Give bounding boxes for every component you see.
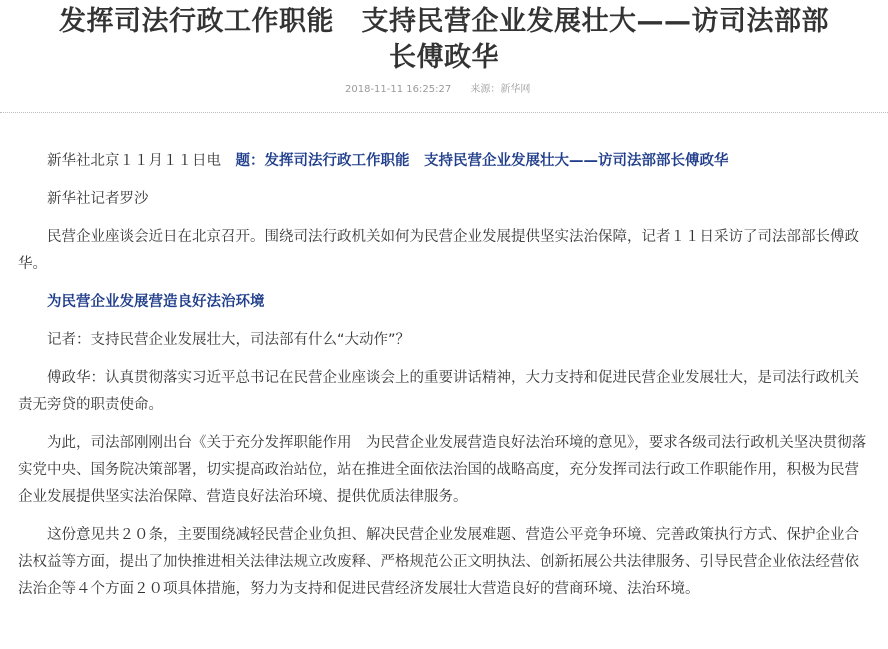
article-meta [345,80,530,95]
body-paragraph-3: 为此，司法部刚刚出台《关于充分发挥职能作用 为民营企业发展营造良好法治环境的意见》，要求各级司法行政机关坚决贯彻落实党中央、国务院决策部署，切实提高政治站位，站在推进全面依法治国的战略高度，充分发挥司法行政工作职能作用，积极为民营企业发展提供坚实法治保障、营造良好法治环境、提供优质法律服务。 [18,435,867,505]
article-body [18,148,870,614]
question-paragraph: 记者：支持民营企业发展壮大，司法部有什么“大动作”？ [47,332,411,348]
dateline-paragraph [18,148,870,175]
answer-paragraph: 傅政华：认真贯彻落实习近平总书记在民营企业座谈会上的重要讲话精神，大力支持和促进民营企业发展壮大，是司法行政机关责无旁贷的职责使命。 [18,370,859,413]
dateline: 新华社北京１１月１１日电 [47,153,221,169]
header-divider [0,112,888,113]
lead-title: 题：发挥司法行政工作职能 支持民营企业发展壮大——访司法部部长傅政华 [235,153,729,169]
reporter-line: 新华社记者罗沙 [47,191,149,207]
intro-paragraph: 民营企业座谈会近日在北京召开。围绕司法行政机关如何为民营企业发展提供坚实法治保障，记者１１日采访了司法部部长傅政华。 [18,229,859,272]
article-title-line1: 发挥司法行政工作职能 支持民营企业发展壮大——访司法部部 [59,6,829,37]
article-header [0,4,888,76]
body-paragraph-4: 这份意见共２０条，主要围绕减轻民营企业负担、解决民营企业发展难题、营造公平竞争环境、完善政策执行方式、保护企业合法权益等方面，提出了加快推进相关法律法规立改废释、严格规范公正文明执法、创新拓展公共法律服务、引导民营企业依法经营依法治企等４个方面２０项具体措施，努力为支持和促进民营经济发展壮大营造良好的营商环境、法治环境。 [18,527,859,597]
article-source: 来源：新华网 [470,84,531,95]
article-title-line2: 长傅政华 [389,42,499,73]
publish-date: 2018-11-11 16:25:27 [345,84,452,95]
section-subhead: 为民营企业发展营造良好法治环境 [47,294,265,310]
article-title [0,4,888,76]
